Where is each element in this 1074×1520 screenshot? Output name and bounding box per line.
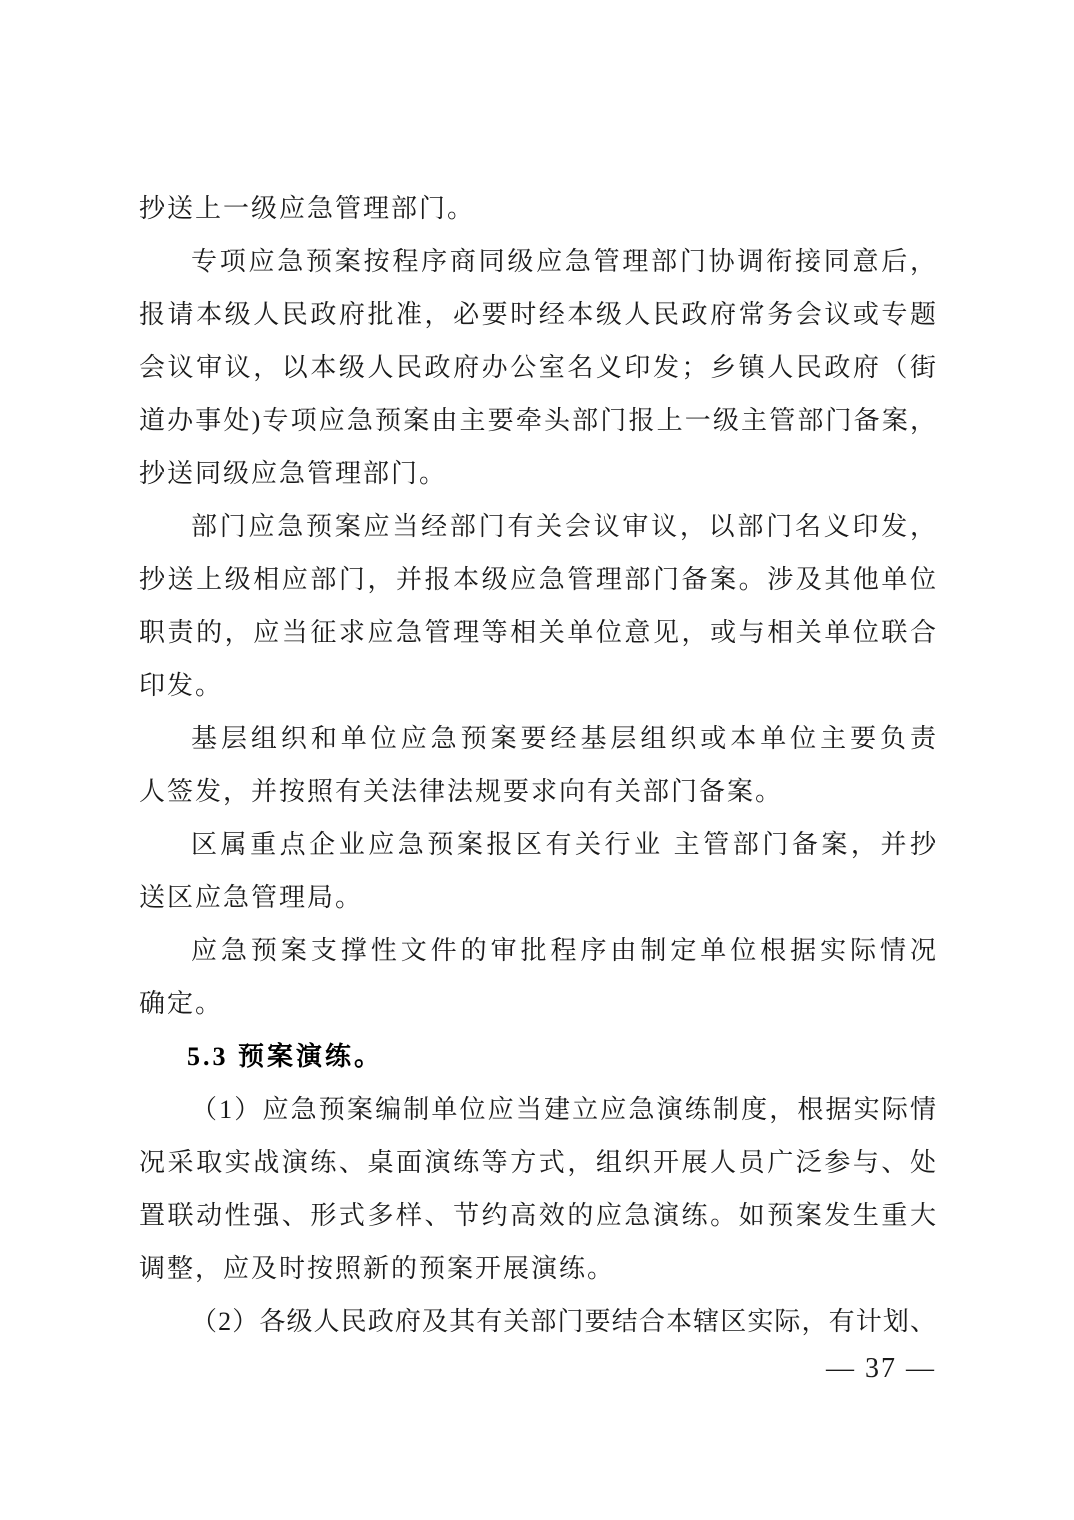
text-line: 基层组织和单位应急预案要经基层组织或本单位主要负责 xyxy=(191,724,936,753)
text-line: 况采取实战演练、桌面演练等方式，组织开展人员广泛参与、处 xyxy=(139,1148,936,1177)
text-line: 调整，应及时按照新的预案开展演练。 xyxy=(139,1254,616,1283)
text-line: 专项应急预案按程序商同级应急管理部门协调衔接同意后， xyxy=(191,247,936,276)
text-line: 部门应急预案应当经部门有关会议审议，以部门名义印发， xyxy=(191,512,936,541)
document-body xyxy=(139,182,936,1348)
text-line: 人签发，并按照有关法律法规要求向有关部门备案。 xyxy=(139,777,784,806)
text-line: （2）各级人民政府及其有关部门要结合本辖区实际，有计划、 xyxy=(191,1307,936,1336)
text-line: 报请本级人民政府批准，必要时经本级人民政府常务会议或专题 xyxy=(139,300,936,329)
text-line: 送区应急管理局。 xyxy=(139,883,364,912)
text-line: 会议审议，以本级人民政府办公室名义印发；乡镇人民政府（街 xyxy=(139,353,936,382)
page-number: — 37 — xyxy=(826,1353,936,1384)
section-heading: 5.3 预案演练。 xyxy=(187,1042,384,1071)
text-line: 道办事处)专项应急预案由主要牵头部门报上一级主管部门备案， xyxy=(139,406,936,435)
text-line: 抄送上一级应急管理部门。 xyxy=(139,194,476,223)
text-line: 区属重点企业应急预案报区有关行业 主管部门备案，并抄 xyxy=(191,830,936,859)
text-line: 应急预案支撑性文件的审批程序由制定单位根据实际情况 xyxy=(191,936,936,965)
text-line: 置联动性强、形式多样、节约高效的应急演练。如预案发生重大 xyxy=(139,1201,936,1230)
text-line: 印发。 xyxy=(139,671,224,700)
text-line: 职责的，应当征求应急管理等相关单位意见，或与相关单位联合 xyxy=(139,618,936,647)
text-line: 抄送上级相应部门，并报本级应急管理部门备案。涉及其他单位 xyxy=(139,565,936,594)
text-line: 抄送同级应急管理部门。 xyxy=(139,459,448,488)
text-line: （1）应急预案编制单位应当建立应急演练制度，根据实际情 xyxy=(191,1095,936,1124)
text-line: 确定。 xyxy=(139,989,224,1018)
